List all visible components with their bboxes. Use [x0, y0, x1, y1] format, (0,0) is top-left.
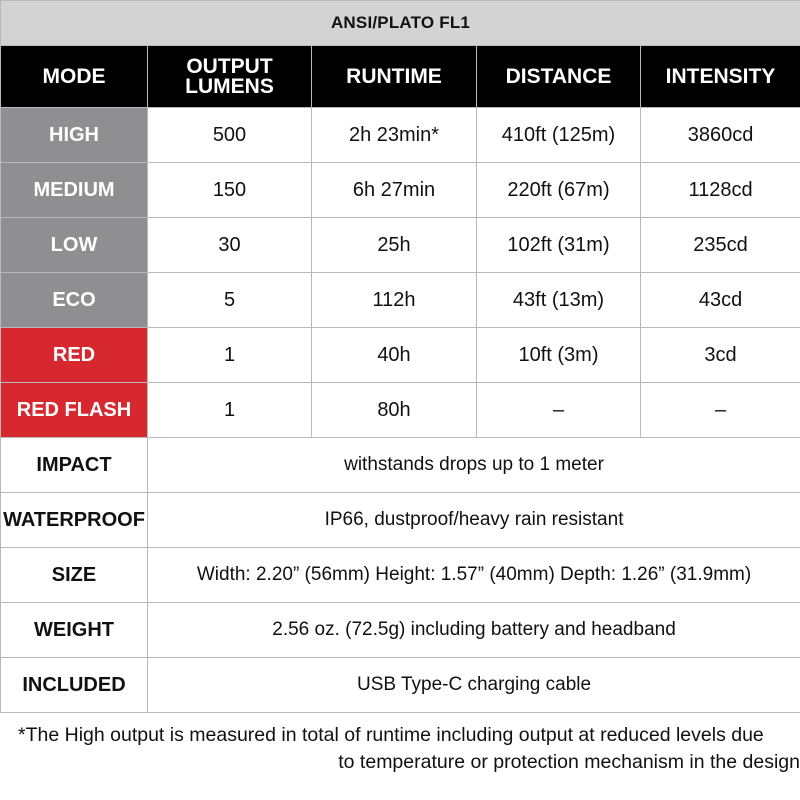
header-runtime: RUNTIME — [312, 46, 477, 108]
table-title: ANSI/PLATO FL1 — [1, 1, 800, 46]
mode-row-low — [1, 218, 800, 273]
mode-label: LOW — [1, 218, 148, 273]
mode-row-red — [1, 328, 800, 383]
runtime-cell: 112h — [312, 273, 477, 328]
mode-row-red-flash — [1, 383, 800, 438]
footnote-line-1: *The High output is measured in total of runtime including output at reduced levels due — [18, 724, 764, 746]
header-distance: DISTANCE — [477, 46, 641, 108]
runtime-cell: 25h — [312, 218, 477, 273]
lumens-cell: 150 — [148, 163, 312, 218]
spec-label: INCLUDED — [1, 658, 148, 713]
intensity-cell: 43cd — [641, 273, 800, 328]
lumens-cell: 1 — [148, 383, 312, 438]
header-mode: MODE — [1, 46, 148, 108]
lumens-cell: 30 — [148, 218, 312, 273]
distance-cell: 410ft (125m) — [477, 108, 641, 163]
distance-cell: 102ft (31m) — [477, 218, 641, 273]
header-output-lumens — [148, 46, 312, 108]
header-output-line1: OUTPUT — [186, 54, 273, 78]
mode-label: RED — [1, 328, 148, 383]
spec-label: IMPACT — [1, 438, 148, 493]
intensity-cell: 235cd — [641, 218, 800, 273]
footnote-line-2: to temperature or protection mechanism in the design — [338, 751, 800, 773]
lumens-cell: 5 — [148, 273, 312, 328]
mode-label: RED FLASH — [1, 383, 148, 438]
spec-value: Width: 2.20” (56mm) Height: 1.57” (40mm) Depth: 1.26” (31.9mm) — [148, 548, 800, 603]
runtime-cell: 80h — [312, 383, 477, 438]
mode-label: ECO — [1, 273, 148, 328]
footnote — [0, 722, 800, 776]
mode-row-high — [1, 108, 800, 163]
spec-row-waterproof — [1, 493, 800, 548]
runtime-cell: 40h — [312, 328, 477, 383]
spec-value: 2.56 oz. (72.5g) including battery and headband — [148, 603, 800, 658]
spec-row-size — [1, 548, 800, 603]
spec-value: USB Type-C charging cable — [148, 658, 800, 713]
spec-row-impact — [1, 438, 800, 493]
mode-label: MEDIUM — [1, 163, 148, 218]
runtime-cell: 2h 23min* — [312, 108, 477, 163]
lumens-cell: 1 — [148, 328, 312, 383]
header-intensity: INTENSITY — [641, 46, 800, 108]
runtime-cell: 6h 27min — [312, 163, 477, 218]
intensity-cell: 3860cd — [641, 108, 800, 163]
spec-label: WATERPROOF — [1, 493, 148, 548]
distance-cell: 220ft (67m) — [477, 163, 641, 218]
lumens-cell: 500 — [148, 108, 312, 163]
intensity-cell: 1128cd — [641, 163, 800, 218]
spec-value: withstands drops up to 1 meter — [148, 438, 800, 493]
intensity-cell: 3cd — [641, 328, 800, 383]
distance-cell: 43ft (13m) — [477, 273, 641, 328]
spec-row-included — [1, 658, 800, 713]
mode-row-medium — [1, 163, 800, 218]
distance-cell: 10ft (3m) — [477, 328, 641, 383]
mode-row-eco — [1, 273, 800, 328]
spec-label: SIZE — [1, 548, 148, 603]
header-output-line2: LUMENS — [185, 74, 274, 98]
title-row — [1, 1, 800, 46]
distance-cell: – — [477, 383, 641, 438]
spec-value: IP66, dustproof/heavy rain resistant — [148, 493, 800, 548]
header-row — [1, 46, 800, 108]
spec-row-weight — [1, 603, 800, 658]
intensity-cell: – — [641, 383, 800, 438]
mode-label: HIGH — [1, 108, 148, 163]
spec-label: WEIGHT — [1, 603, 148, 658]
